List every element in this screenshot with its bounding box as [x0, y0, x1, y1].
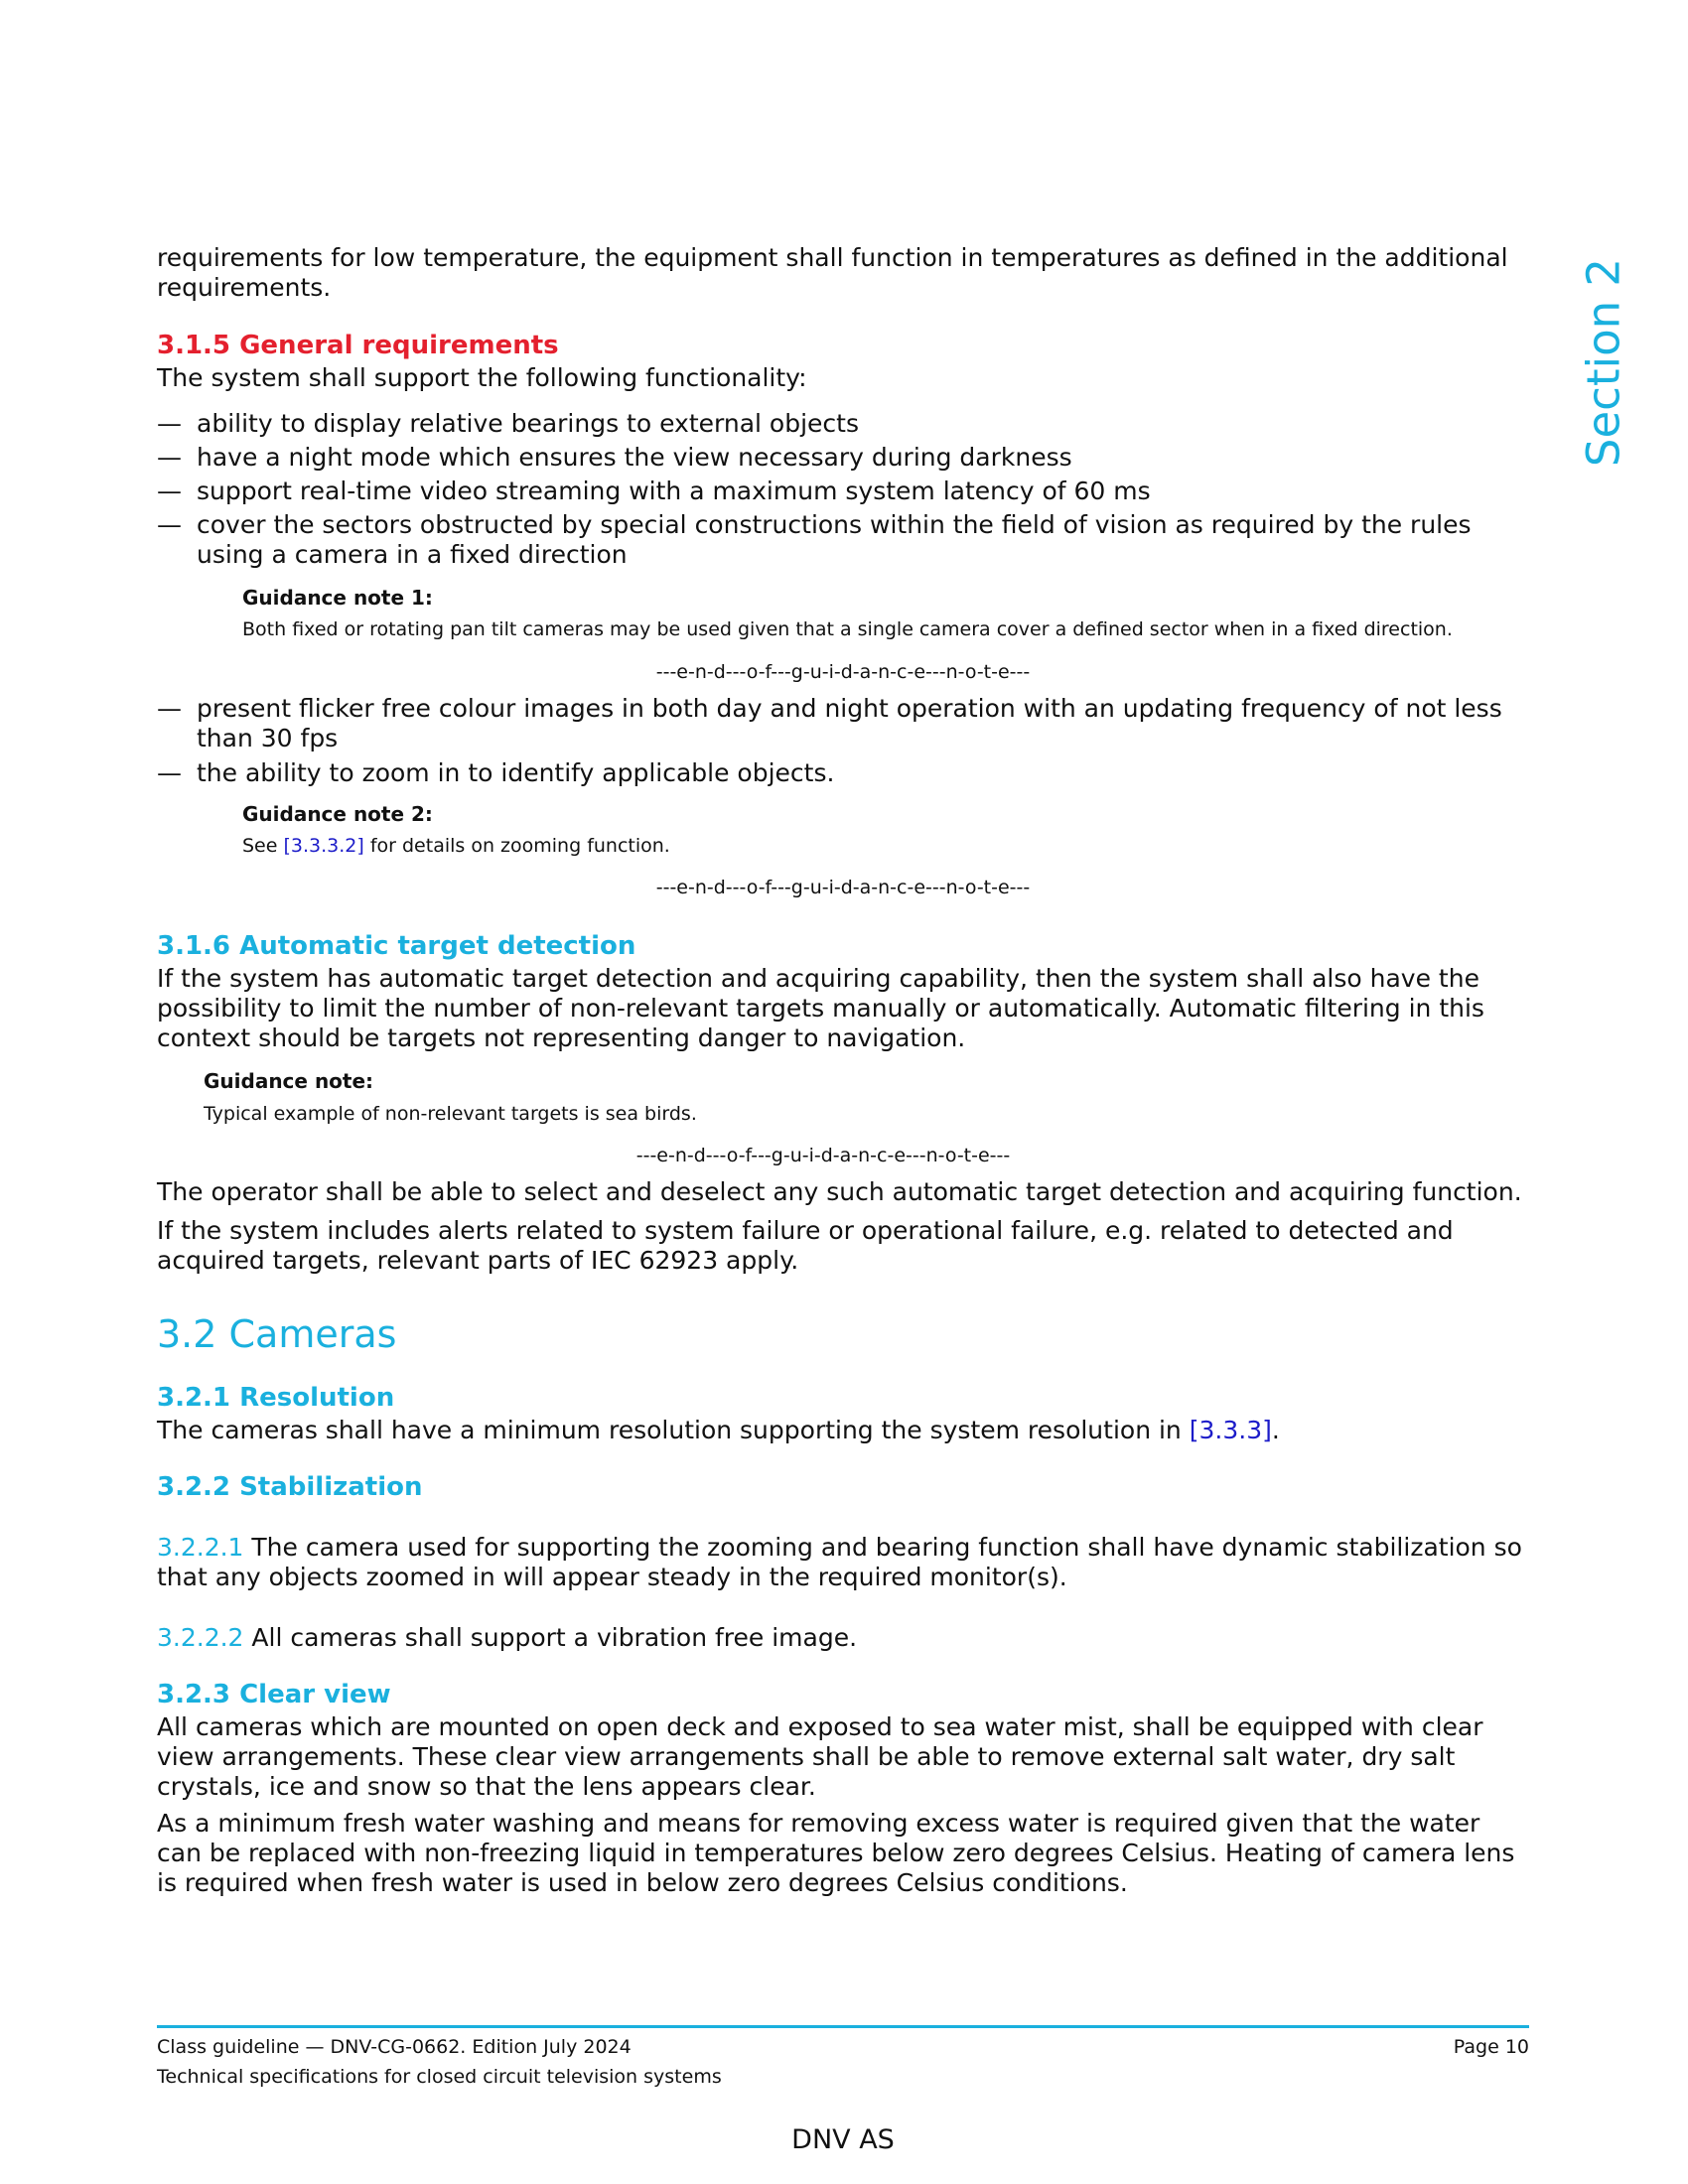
bullet-dash: —: [157, 443, 182, 472]
guidance-note-2-text: [242, 834, 1533, 858]
guidance-note-end: ---e-n-d---o-f---g-u-i-d-a-n-c-e---n-o-t-e---: [655, 661, 1031, 683]
guidance-note-1-text: Both fixed or rotating pan tilt cameras may be used given that a single camera cover a defined sector when in a fixed direction.: [242, 618, 1453, 640]
guidance-note-end: ---e-n-d---o-f---g-u-i-d-a-n-c-e---n-o-t-e---: [635, 1145, 1011, 1166]
s316-para3: If the system includes alerts related to system failure or operational failure, e.g. related to detected and acquired targets, relevant parts of IEC 62923 apply.: [157, 1216, 1454, 1275]
s321-pre: The cameras shall have a minimum resolution supporting the system resolution in: [157, 1416, 1190, 1444]
guidance-note-2-title: Guidance note 2:: [242, 802, 433, 826]
guidance-note-title: Guidance note:: [204, 1069, 374, 1093]
s3221-para: [157, 1533, 1529, 1592]
footer-rule: [157, 2025, 1529, 2028]
publisher: DNV AS: [791, 2124, 895, 2155]
bullet-dash: —: [157, 694, 182, 723]
note2-post: for details on zooming function.: [363, 835, 670, 857]
link-3-3-3-2[interactable]: [3.3.3.2]: [283, 835, 364, 857]
heading-3-1-5: 3.1.5 General requirements: [157, 331, 559, 360]
list-item-text: support real-time video streaming with a maximum system latency of 60 ms: [197, 477, 1151, 505]
clause-number: 3.2.2.1: [157, 1533, 244, 1562]
page-number: Page 10: [1453, 2036, 1529, 2058]
s316-para1: If the system has automatic target detection and acquiring capability, then the system shall also have the possibility to limit the number of non-relevant targets manually or automatically. Automatic filtering in this context should be targets not representing danger to navigation.: [157, 964, 1484, 1052]
s323-para2: As a minimum fresh water washing and means for removing excess water is required given that the water can be replaced with non-freezing liquid in temperatures below zero degrees Celsius. Heating of camera lens is required when fresh water is used in below zero degrees Celsius conditions.: [157, 1809, 1515, 1897]
guidance-note-text: Typical example of non-relevant targets is sea birds.: [204, 1103, 697, 1125]
guidance-note-1-title: Guidance note 1:: [242, 586, 433, 610]
document-page: [157, 0, 1529, 2184]
list-item-text: the ability to zoom in to identify applicable objects.: [197, 758, 835, 787]
s323-para1: All cameras which are mounted on open deck and exposed to sea water mist, shall be equipped with clear view arrangements. These clear view arrangements shall be able to remove external salt water, dry salt crystals, ice and snow so that the lens appears clear.: [157, 1712, 1483, 1801]
list-item-text: ability to display relative bearings to external objects: [197, 409, 859, 438]
section-tab: [1569, 253, 1638, 472]
heading-3-2-3: 3.2.3 Clear view: [157, 1680, 391, 1709]
list-item-text: cover the sectors obstructed by special constructions within the field of vision as required by the rules using a camera in a fixed direction: [197, 510, 1472, 569]
guidance-note-end: ---e-n-d---o-f---g-u-i-d-a-n-c-e---n-o-t-e---: [655, 877, 1031, 898]
heading-3-2: 3.2 Cameras: [157, 1312, 397, 1356]
s3222-para: [157, 1623, 1529, 1653]
bullet-dash: —: [157, 409, 182, 438]
heading-3-1-6: 3.1.6 Automatic target detection: [157, 931, 636, 961]
s3222-text: All cameras shall support a vibration free image.: [243, 1623, 858, 1652]
bullet-dash: —: [157, 510, 182, 539]
s321-post: .: [1271, 1416, 1280, 1444]
intro-paragraph: requirements for low temperature, the equipment shall function in temperatures as defined in the additional requirements.: [157, 243, 1508, 302]
section-tab-label: Section 2: [1577, 257, 1630, 468]
footer-title: Technical specifications for closed circuit television systems: [157, 2066, 722, 2088]
s3221-text: The camera used for supporting the zooming and bearing function shall have dynamic stabilization so that any objects zoomed in will appear steady in the required monitor(s).: [157, 1533, 1522, 1591]
bullet-dash: —: [157, 477, 182, 505]
heading-3-2-1: 3.2.1 Resolution: [157, 1383, 395, 1413]
s315-lead: The system shall support the following functionality:: [157, 363, 807, 392]
note2-pre: See: [242, 835, 284, 857]
footer-guideline: Class guideline — DNV-CG-0662. Edition July 2024: [157, 2036, 632, 2058]
clause-number: 3.2.2.2: [157, 1623, 244, 1652]
list-item-text: have a night mode which ensures the view necessary during darkness: [197, 443, 1072, 472]
bullet-dash: —: [157, 758, 182, 787]
heading-3-2-2: 3.2.2 Stabilization: [157, 1472, 423, 1502]
s321-para: [157, 1416, 1529, 1445]
link-3-3-3[interactable]: [3.3.3]: [1189, 1416, 1272, 1444]
s316-para2: The operator shall be able to select and deselect any such automatic target detection and acquiring function.: [157, 1177, 1522, 1206]
list-item-text: present flicker free colour images in both day and night operation with an updating frequency of not less than 30 fps: [197, 694, 1502, 752]
